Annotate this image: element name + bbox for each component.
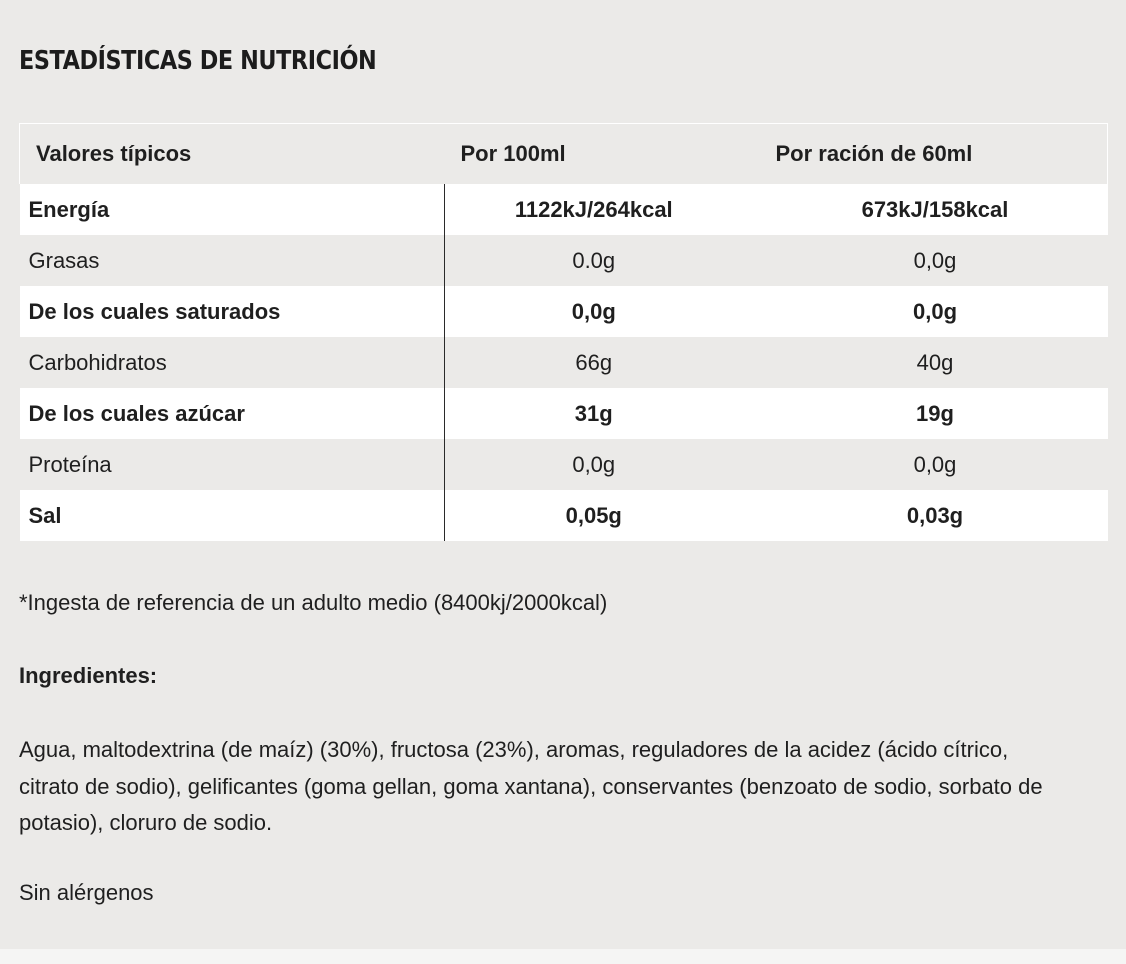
nutrient-name: De los cuales azúcar bbox=[20, 388, 445, 439]
value-per-100ml: 0,05g bbox=[445, 490, 743, 541]
table-row bbox=[20, 235, 1108, 286]
table-row bbox=[20, 490, 1108, 541]
nutrient-name: Sal bbox=[20, 490, 445, 541]
nutrient-name: Proteína bbox=[20, 439, 445, 490]
value-per-serving: 0,03g bbox=[743, 490, 1108, 541]
ingredients-text: Agua, maltodextrina (de maíz) (30%), fructosa (23%), aromas, reguladores de la acidez (ácido cítrico, citrato de sodio), gelificantes (goma gellan, goma xantana), conservantes (benzoato de sodio, sorbato de potasio), cloruro de sodio. bbox=[19, 737, 1043, 835]
bottom-divider bbox=[0, 949, 1126, 964]
table-row bbox=[20, 286, 1108, 337]
nutrient-name: De los cuales saturados bbox=[20, 286, 445, 337]
value-per-serving: 0,0g bbox=[743, 439, 1108, 490]
value-per-100ml: 0,0g bbox=[445, 286, 743, 337]
value-per-100ml: 66g bbox=[445, 337, 743, 388]
table-row bbox=[20, 388, 1108, 439]
nutrient-name: Carbohidratos bbox=[20, 337, 445, 388]
allergens-text: Sin alérgenos bbox=[19, 880, 154, 905]
reference-intake-note: *Ingesta de referencia de un adulto medio (8400kj/2000kcal) bbox=[19, 590, 608, 615]
value-per-serving: 0,0g bbox=[743, 286, 1108, 337]
header-per-100ml: Por 100ml bbox=[445, 124, 743, 185]
section-title: ESTADÍSTICAS DE NUTRICIÓN bbox=[19, 46, 377, 76]
nutrient-name: Energía bbox=[20, 184, 445, 235]
value-per-100ml: 31g bbox=[445, 388, 743, 439]
value-per-serving: 0,0g bbox=[743, 235, 1108, 286]
value-per-100ml: 0.0g bbox=[445, 235, 743, 286]
value-per-serving: 40g bbox=[743, 337, 1108, 388]
value-per-100ml: 1122kJ/264kcal bbox=[445, 184, 743, 235]
header-typical-values: Valores típicos bbox=[20, 124, 445, 185]
ingredients-heading: Ingredientes: bbox=[19, 663, 158, 688]
value-per-100ml: 0,0g bbox=[445, 439, 743, 490]
table-row bbox=[20, 337, 1108, 388]
table-header-row bbox=[20, 124, 1108, 185]
value-per-serving: 19g bbox=[743, 388, 1108, 439]
table-row bbox=[20, 184, 1108, 235]
nutrition-table bbox=[19, 123, 1108, 541]
header-per-serving: Por ración de 60ml bbox=[743, 124, 1108, 185]
table-row bbox=[20, 439, 1108, 490]
value-per-serving: 673kJ/158kcal bbox=[743, 184, 1108, 235]
nutrient-name: Grasas bbox=[20, 235, 445, 286]
